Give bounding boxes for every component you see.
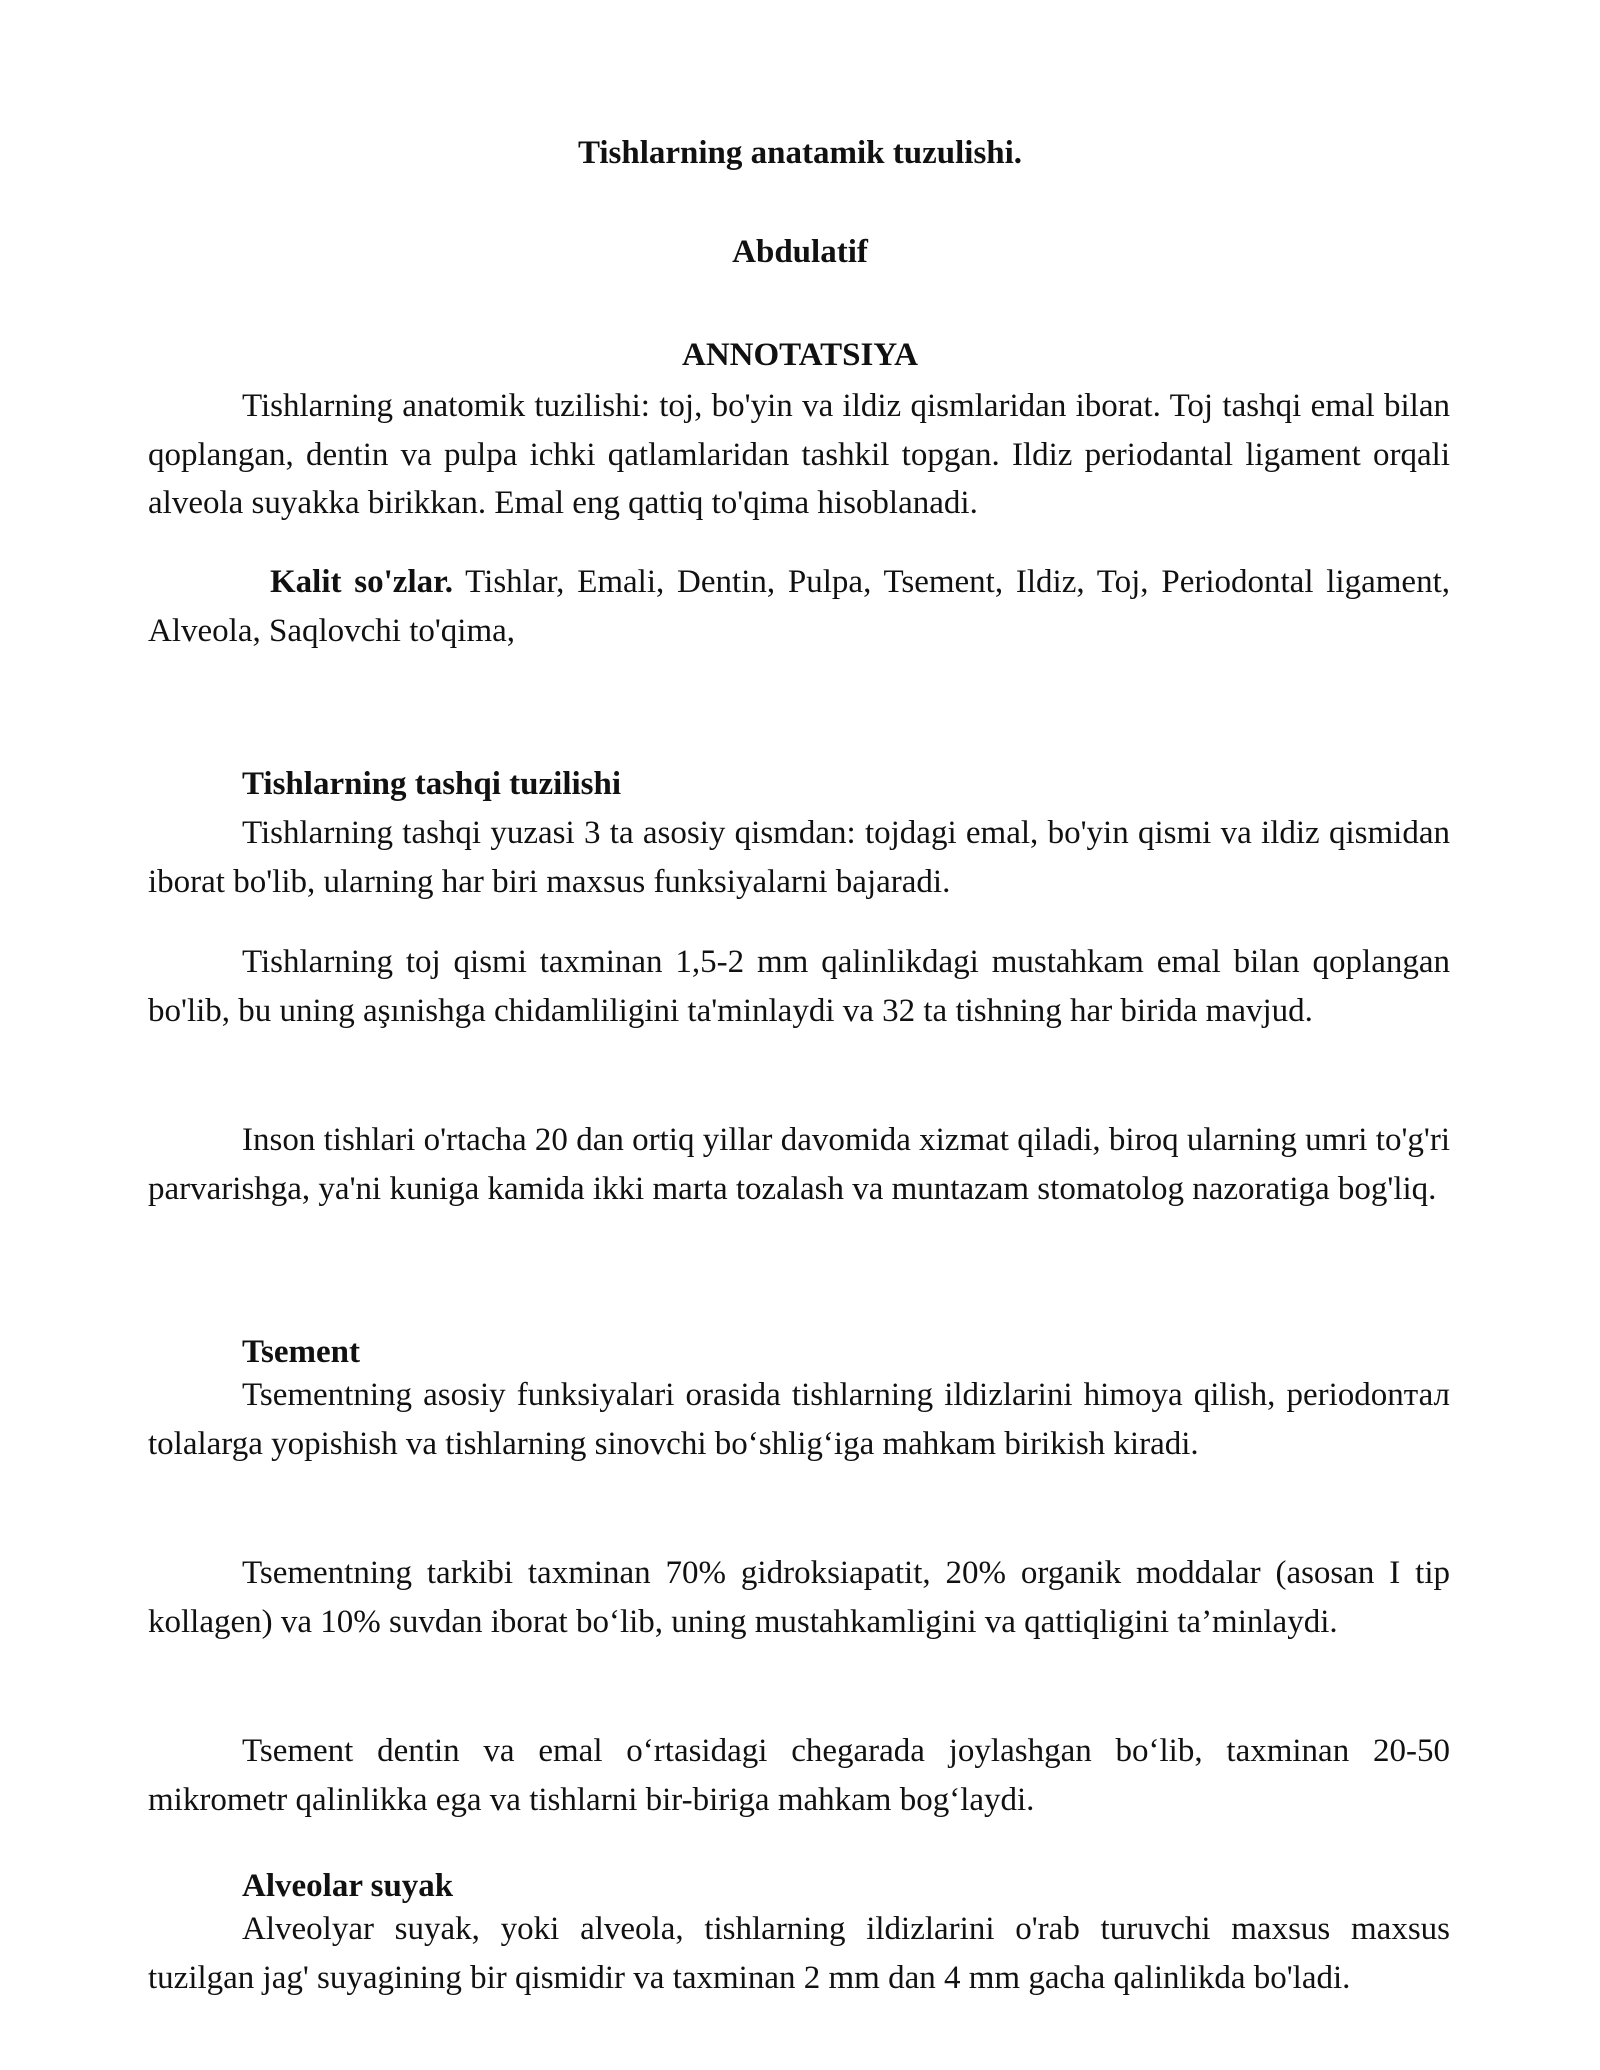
keywords-paragraph <box>148 558 1450 655</box>
section-paragraph: Tsementning tarkibi taxminan 70% gidroksiapatit, 20% organik moddalar (asosan I tip kollagen) va 10% suvdan iborat bo‘lib, uning mustahkamligini va qattiqligini ta’minlaydi. <box>148 1555 1450 1640</box>
annotation-paragraph: Tishlarning anatomik tuzilishi: toj, bo'yin va ildiz qismlaridan iborat. Toj tashqi emal bilan qoplangan, dentin va pulpa ichki qatlamlaridan tashkil topgan. Ildiz periodantal ligament orqali alveola suyakka birikkan. Emal eng qattiq to'qima hisoblanadi. <box>148 388 1450 521</box>
section-heading: Alveolar suyak <box>242 1868 454 1904</box>
section-paragraph: Tsement dentin va emal o‘rtasidagi chegarada joylashgan bo‘lib, taxminan 20-50 mikrometr qalinlikka ega va tishlarni bir-biriga mahkam bog‘laydi. <box>148 1733 1450 1818</box>
section-paragraph: Alveolyar suyak, yoki alveola, tishlarning ildizlarini o'rab turuvchi maxsus maxsus tuzilgan jag' suyagining bir qismidir va taxminan 2 mm dan 4 mm gacha qalinlikda bo'ladi. <box>148 1911 1450 1996</box>
document-title: Tishlarning anatamik tuzulishi. <box>577 135 1023 171</box>
annotation-heading: ANNOTATSIYA <box>682 337 918 373</box>
section-heading: Tsement <box>242 1334 360 1370</box>
keywords-label: Kalit so'zlar. <box>270 564 453 600</box>
section-heading: Tishlarning tashqi tuzilishi <box>242 766 622 802</box>
section-paragraph: Inson tishlari o'rtacha 20 dan ortiq yillar davomida xizmat qiladi, biroq ularning umri to'g'ri parvarishga, ya'ni kuniga kamida ikki marta tozalash va muntazam stomatolog nazoratiga bog'liq. <box>148 1122 1450 1207</box>
section-paragraph: Tishlarning tashqi yuzasi 3 ta asosiy qismdan: tojdagi emal, bo'yin qismi va ildiz qismidan iborat bo'lib, ularning har biri maxsus funksiyalarni bajaradi. <box>148 815 1450 900</box>
section-paragraph: Tishlarning toj qismi taxminan 1,5-2 mm qalinlikdagi mustahkam emal bilan qoplangan bo'lib, bu uning aşınishga chidamliligini ta'minlaydi va 32 ta tishning har birida mavjud. <box>148 944 1450 1029</box>
section-paragraph: Tsementning asosiy funksiyalari orasida tishlarning ildizlarini himoya qilish, periodonтал tolalarga yopishish va tishlarning sinovchi bo‘shlig‘iga mahkam birikish kiradi. <box>148 1377 1450 1462</box>
author-name: Abdulatif <box>732 234 868 270</box>
keywords-text: Tishlar, Emali, Dentin, Pulpa, Tsement, Ildiz, Toj, Periodontal ligament, Alveola, Saqlovchi to'qima, <box>148 564 1450 649</box>
